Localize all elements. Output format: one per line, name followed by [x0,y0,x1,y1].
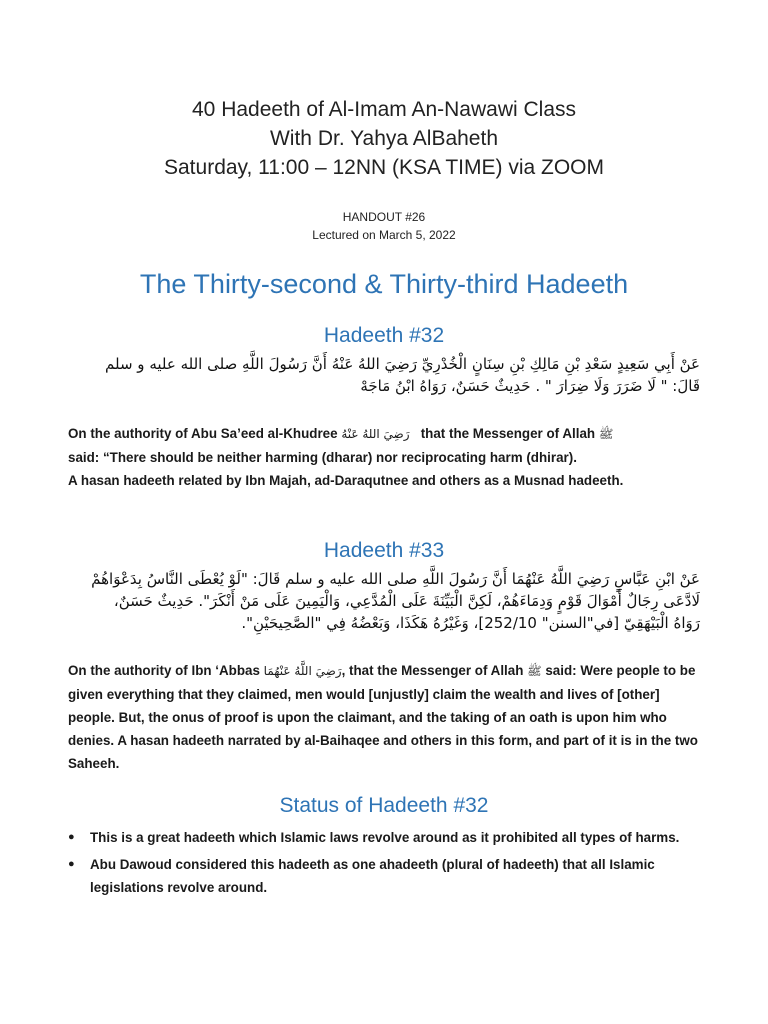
salutation-icon: ﷺ [527,664,542,678]
hadeeth-33-arabic: عَنْ ابْنِ عَبَّاسٍ رَضِيَ اللَّهُ عَنْهُمَا أَنَّ رَسُولَ اللَّهِ صلى الله عليه و سلم قَالَ: "لَوْ يُعْطَى النَّاسُ بِدَعْوَاهُمْ لَادَّعَى رِجَالٌ أَمْوَالَ قَوْمٍ وَدِمَاءَهُمْ، لَكِنَّ الْبَيِّنَةَ عَلَى الْمُدَّعِي، وَالْيَمِينَ عَلَى مَنْ أَنْكَرَ". حَدِيثٌ حَسَنٌ، رَوَاهُ الْبَيْهَقِيّ [في"السنن" 252/10]، وَغَيْرُهُ هَكَذَا، وَبَعْضُهُ فِي "الصَّحِيحَيْنِ". [91,570,700,632]
header-line-teacher: With Dr. Yahya AlBaheth [269,127,499,150]
status-heading: Status of Hadeeth #32 [279,794,489,817]
hadeeth-32-saying: said: “There should be neither harming (dharar) nor reciprocating harm (dhirar). [68,450,577,465]
status-list [68,826,708,903]
hadeeth-32-narrator: On the authority of Abu Sa’eed al-Khudree [68,426,338,441]
hadeeth-32-arabic: عَنْ أَبِي سَعِيدٍ سَعْدِ بْنِ مَالِكِ بْنِ سِنَانٍ الْخُدْرِيِّ رَضِيَ اللهُ عَنْهُ أَنَّ رَسُولَ اللَّهِ صلى الله عليه و سلم قَالَ: " لَا ضَرَرَ وَلَا ضِرَارَ " . حَدِيثٌ حَسَنٌ، رَوَاهُ ابْنُ مَاجَهْ [105,355,700,395]
hadeeth-33-narrator: On the authority of Ibn ‘Abbas [68,663,260,678]
status-item-text: This is a great hadeeth which Islamic laws revolve around as it prohibited all types of harms. [90,830,680,845]
header-line-course: 40 Hadeeth of Al-Imam An-Nawawi Class [192,98,576,121]
hadeeth-32-heading: Hadeeth #32 [323,324,445,347]
hadeeth-32-honorific: رَضِيَ اللهُ عَنْهُ [341,427,410,441]
hadeeth-33-translation [68,659,708,775]
status-item-text: Abu Dawoud considered this hadeeth as one ahadeeth (plural of hadeeth) that all Islamic legislations revolve around. [90,857,655,895]
handout-number: HANDOUT #26 [342,210,426,224]
hadeeth-33-body: said: Were people to be given everything that they claimed, men would [unjustly] claim the wealth and lives of [other] people. But, the onus of proof is upon the claimant, and the taking of an oath is upon him who denies. A hasan hadeeth narrated by al-Baihaqee and others in this form, and part of it is in the two Saheeh. [68,663,698,771]
hadeeth-33-heading: Hadeeth #33 [323,539,445,562]
handout-info [0,208,768,244]
header-line-schedule: Saturday, 11:00 – 12NN (KSA TIME) via ZOOM [164,156,604,179]
hadeeth-33-honorific: رَضِيَ اللَّهُ عَنْهُمَا [263,664,342,678]
class-header [0,95,768,182]
page-title: The Thirty-second & Thirty-third Hadeeth [139,269,629,299]
hadeeth-32-messenger: that the Messenger of Allah [420,426,596,441]
hadeeth-33-messenger: , that the Messenger of Allah [341,663,524,678]
lecture-date: Lectured on March 5, 2022 [312,228,456,242]
hadeeth-32-translation [68,422,708,492]
bullet-icon: ● [68,831,75,843]
list-item [68,826,708,849]
list-item [68,853,708,899]
bullet-icon: ● [68,858,75,870]
hadeeth-32-grading: A hasan hadeeth related by Ibn Majah, ad-Daraqutnee and others as a Musnad hadeeth. [68,473,624,488]
salutation-icon: ﷺ [598,427,614,441]
